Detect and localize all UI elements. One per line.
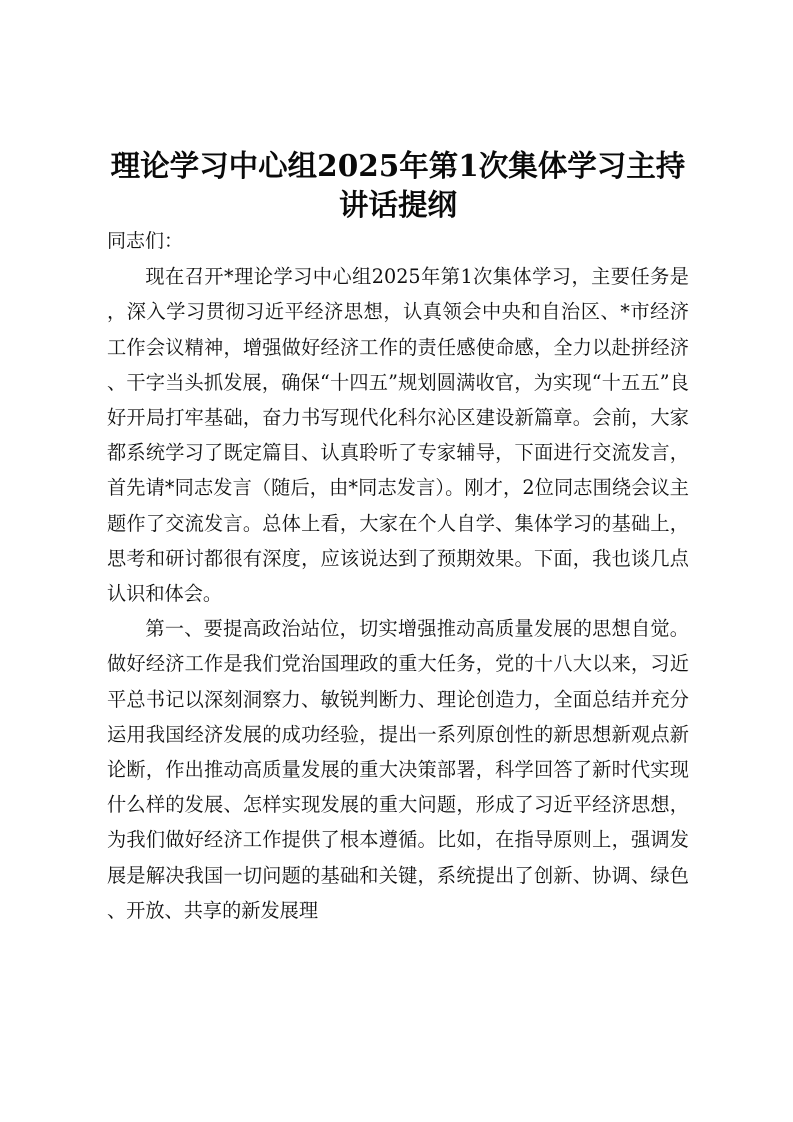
document-title: 理论学习中心组2025年第1次集体学习主持讲话提纲 xyxy=(110,148,686,222)
paragraph-intro: 现在召开*理论学习中心组2025年第1次集体学习，主要任务是，深入学习贯彻习近平经济思想，认真领会中央和自治区、*市经济工作会议精神，增强做好经济工作的责任感使命感，全力以赴拼经济、干字当头抓发展，确保“十四五”规划圆满收官，为实现“十五五”良好开局打牢基础，奋力书写现代化科尔沁区建设新篇章。会前，大家都系统学习了既定篇目、认真聆听了专家辅导，下面进行交流发言，首先请*同志发言（随后，由*同志发言）。刚才，2位同志围绕会议主题作了交流发言。总体上看，大家在个人自学、集体学习的基础上，思考和研讨都很有深度，应该说达到了预期效果。下面，我也谈几点认识和体会。 xyxy=(107,265,689,606)
salutation: 同志们： xyxy=(107,230,184,252)
paragraph-point-one: 第一、要提高政治站位，切实增强推动高质量发展的思想自觉。做好经济工作是我们党治国理政的重大任务，党的十八大以来，习近平总书记以深刻洞察力、敏锐判断力、理论创造力，全面总结并充分运用我国经济发展的成功经验，提出一系列原创性的新思想新观点新论断，作出推动高质量发展的重大决策部署，科学回答了新时代实现什么样的发展、怎样实现发展的重大问题，形成了习近平经济思想，为我们做好经济工作提供了根本遵循。比如，在指导原则上，强调发展是解决我国一切问题的基础和关键，系统提出了创新、协调、绿色、开放、共享的新发展理 xyxy=(107,617,689,922)
document-page xyxy=(107,146,689,928)
